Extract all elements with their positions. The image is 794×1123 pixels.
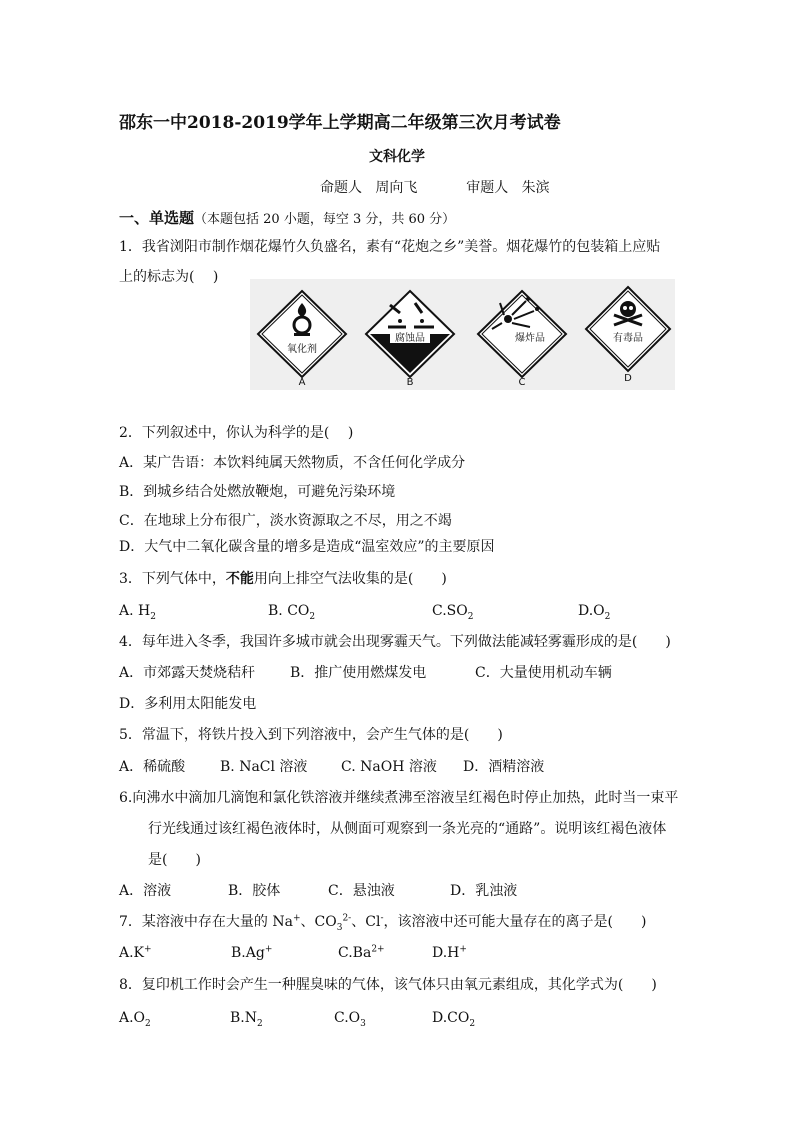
- q3-option-d-sub: 2: [604, 611, 611, 622]
- q7-option-b-text: B.Ag: [231, 945, 265, 961]
- q3-option-c: [432, 602, 473, 620]
- hazard-signs-image: [250, 279, 675, 390]
- q7-na-charge: +: [292, 913, 301, 924]
- q2-stem: 2．下列叙述中，你认为科学的是( ): [119, 425, 354, 441]
- q7-option-d-sup: +: [459, 944, 467, 955]
- q8-option-a: [119, 1009, 151, 1027]
- q8-option-c: [334, 1009, 366, 1027]
- sign-a-letter: A: [298, 377, 306, 388]
- sign-d-label: 有毒品: [613, 333, 643, 344]
- section-heading: [119, 207, 455, 228]
- q7-option-a-text: A.K: [119, 945, 145, 961]
- q3-stem-post: 用向上排空气法收集的是( ): [253, 571, 447, 587]
- reviewer-name: 朱滨: [521, 180, 550, 196]
- q7-stem-pre: 7．某溶液中存在大量的 Na: [119, 914, 293, 930]
- q5-option-c: C. NaOH 溶液: [341, 759, 437, 775]
- sign-b-label: 腐蚀品: [395, 333, 425, 344]
- q8-option-a-text: A.O: [119, 1010, 146, 1026]
- q6-option-b: B．胶体: [228, 883, 281, 899]
- setter-name: 周向飞: [375, 180, 418, 196]
- q3-option-c-text: C.SO: [432, 603, 468, 619]
- q3-option-b-text: B. CO: [268, 603, 310, 619]
- q7-stem-post: ，该溶液中还可能大量存在的离子是( ): [383, 914, 647, 930]
- q8-option-d: [432, 1009, 475, 1027]
- q8-option-b-text: B.N: [230, 1010, 257, 1026]
- q5-option-a: A．稀硫酸: [119, 759, 186, 775]
- q3-option-a-sub: 2: [150, 611, 156, 622]
- q3-option-d-text: D.O: [578, 603, 605, 619]
- q2-option-a: A．某广告语：本饮料纯属天然物质，不含任何化学成分: [119, 455, 466, 471]
- sign-b: [366, 291, 454, 388]
- q7-option-a: [119, 944, 152, 962]
- q8-option-d-text: D.CO: [432, 1010, 470, 1026]
- q8-option-c-sub: 3: [360, 1018, 366, 1029]
- setter-label: 命题人: [320, 180, 362, 196]
- q3-option-a-text: A. H: [119, 603, 151, 619]
- q6-stem-line1: 6.向沸水中滴加几滴饱和氯化铁溶液并继续煮沸至溶液呈红褐色时停止加热，此时当一束平: [119, 790, 679, 806]
- sign-d: [586, 287, 670, 384]
- q7-option-c: [338, 944, 385, 962]
- q6-stem-line2: 行光线通过该红褐色液体时，从侧面可观察到一条光亮的“通路”。说明该红褐色液体: [148, 821, 667, 837]
- exam-subject: 文科化学: [369, 149, 425, 165]
- q3-stem: [119, 570, 447, 588]
- q6-option-d: D．乳浊液: [450, 883, 518, 899]
- q8-stem: 8．复印机工作时会产生一种腥臭味的气体，该气体只由氧元素组成，其化学式为( ): [119, 977, 657, 993]
- q7-option-b: [231, 944, 272, 962]
- q4-stem: 4．每年进入冬季，我国许多城市就会出现雾霾天气。下列做法能减轻雾霾形成的是( ): [119, 634, 671, 650]
- q3-option-a: [119, 602, 156, 620]
- sign-d-letter: D: [624, 373, 632, 384]
- exam-authors: [320, 177, 550, 197]
- q2-option-b: B．到城乡结合处燃放鞭炮，可避免污染环境: [119, 484, 396, 500]
- q3-option-d: [578, 602, 610, 620]
- q5-option-d: D．酒精溶液: [463, 759, 545, 775]
- q7-co3-charge: 2-: [342, 913, 352, 924]
- exam-title: 邵东一中2018-2019学年上学期高二年级第三次月考试卷: [119, 113, 561, 133]
- q7-option-d-text: D.H: [432, 945, 460, 961]
- sign-c-label: 爆炸品: [515, 333, 545, 344]
- q7-cl-charge: -: [380, 913, 384, 924]
- q7-option-b-sup: +: [264, 944, 273, 955]
- q3-option-b-sub: 2: [309, 611, 316, 622]
- sign-c: [478, 291, 566, 388]
- q2-option-d: D．大气中二氧化碳含量的增多是造成“温室效应”的主要原因: [119, 539, 495, 555]
- q7-option-d: [432, 944, 467, 962]
- q6-stem-line3: 是( ): [148, 852, 201, 868]
- q5-stem: 5．常温下，将铁片投入到下列溶液中，会产生气体的是( ): [119, 727, 503, 743]
- q4-option-b: B．推广使用燃煤发电: [290, 665, 427, 681]
- q1-stem-line2: 上的标志为( ): [119, 269, 219, 285]
- q6-option-a: A．溶液: [119, 883, 172, 899]
- q7-co3-sub: 3: [336, 922, 343, 933]
- q8-option-b-sub: 2: [257, 1018, 263, 1029]
- q7-stem-co3: 、CO: [300, 914, 337, 930]
- sign-a: [258, 291, 346, 388]
- q7-stem-cl: 、Cl: [351, 914, 381, 930]
- q3-option-c-sub: 2: [467, 611, 474, 622]
- reviewer-label: 审题人: [466, 180, 509, 196]
- q3-stem-pre: 3．下列气体中，: [119, 571, 226, 587]
- sign-c-letter: C: [518, 377, 526, 388]
- sign-b-letter: B: [406, 377, 414, 388]
- q7-option-c-sup: 2+: [371, 944, 385, 955]
- section-note: （本题包括 20 小题，每空 3 分，共 60 分）: [194, 212, 456, 227]
- q8-option-d-sub: 2: [469, 1018, 476, 1029]
- q7-option-a-sup: +: [144, 944, 152, 955]
- q3-stem-emphasis: 不能: [225, 571, 254, 587]
- q8-option-c-text: C.O: [334, 1010, 361, 1026]
- q7-option-c-text: C.Ba: [338, 945, 372, 961]
- q6-option-c: C．悬浊液: [328, 883, 395, 899]
- section-title: 一、单选题: [119, 209, 195, 227]
- q5-option-b: B. NaCl 溶液: [220, 759, 308, 775]
- sign-a-label: 氧化剂: [287, 344, 317, 355]
- q7-stem: [119, 913, 646, 931]
- q4-option-c: C．大量使用机动车辆: [475, 665, 612, 681]
- q4-option-d: D．多利用太阳能发电: [119, 696, 257, 712]
- q8-option-a-sub: 2: [145, 1018, 151, 1029]
- q3-option-b: [268, 602, 315, 620]
- q4-option-a: A．市郊露天焚烧秸秆: [119, 665, 256, 681]
- q1-stem-line1: 1．我省浏阳市制作烟花爆竹久负盛名，素有“花炮之乡”美誉。烟花爆竹的包装箱上应贴: [119, 239, 661, 255]
- q2-option-c: C．在地球上分布很广，淡水资源取之不尽，用之不竭: [119, 513, 452, 529]
- q8-option-b: [230, 1009, 263, 1027]
